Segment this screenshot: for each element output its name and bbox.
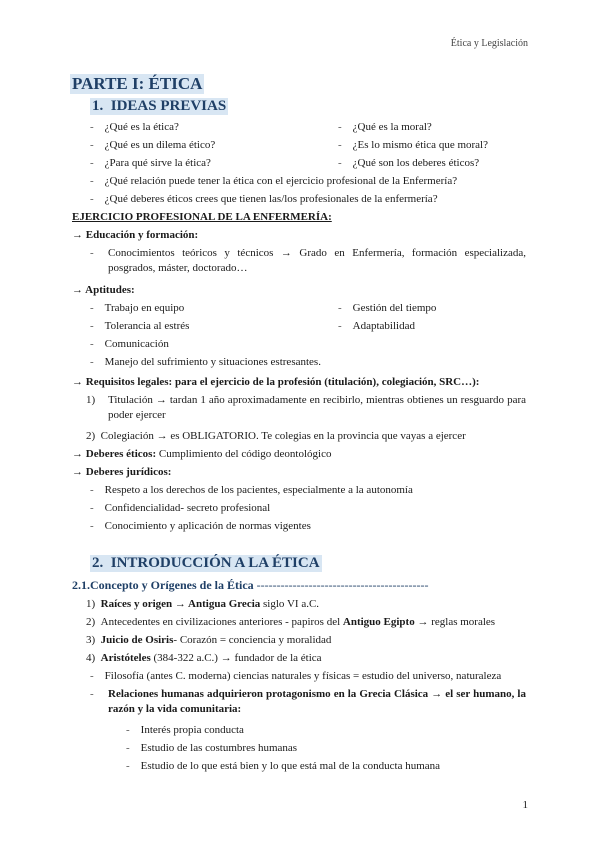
deberes-juridicos-list [90,483,413,534]
list-item: - Confidencialidad- secreto profesional [90,502,271,514]
aptitudes-left [90,301,321,370]
origen-item: 3) Juicio de Osiris- Corazón = conciencia y moralidad [86,634,332,646]
running-header: Ética y Legislación [450,38,528,49]
requisitos-item: 2) Colegiación → es OBLIGATORIO. Te colegias en la provincia que vayas a ejercer [86,430,466,442]
origen-item: 1) Raíces y origen → Antigua Grecia siglo VI a.C. [86,598,320,610]
part-title: PARTE I: ÉTICA [72,74,203,93]
section-1-title: IDEAS PREVIAS [110,98,227,114]
list-item: - ¿Qué relación puede tener la ética con el ejercicio profesional de la Enfermería? [90,175,458,187]
requisitos-heading: → Requisitos legales: para el ejercicio de la profesión (titulación), colegiación, SRC…): [72,376,480,388]
relaciones-item: - Relaciones humanas adquirieron protagonismo en la Grecia Clásica → el ser humano, la razón y la vida comunitaria: [90,688,526,715]
list-item: - Estudio de las costumbres humanas [126,742,298,754]
list-item: - ¿Qué es un dilema ético? [90,139,216,151]
questions-right [338,120,488,171]
list-item: - ¿Es lo mismo ética que moral? [338,139,488,151]
list-item: - ¿Qué deberes éticos crees que tienen las/los profesionales de la enfermería? [90,193,438,205]
questions-left [90,120,215,171]
relaciones-list [126,723,440,774]
educacion-item: - Conocimientos teóricos y técnicos → Grado en Enfermería, formación especializada, posgrados, máster, doctorado… [90,247,526,274]
filosofia-item: - Filosofía (antes C. moderna) ciencias naturales y físicas = estudio del universo, naturaleza [90,670,502,682]
list-item: - Adaptabilidad [338,320,415,332]
questions-full [90,174,457,207]
subsection-2-1-heading: 2.1.Concepto y Orígenes de la Ética ------------------------------------------- [72,578,429,592]
list-item: - ¿Para qué sirve la ética? [90,157,211,169]
page-number: 1 [522,799,528,811]
section-1-number: 1. [92,98,104,114]
list-item: - Conocimiento y aplicación de normas vigentes [90,520,311,532]
list-item: - Respeto a los derechos de los pacientes, especialmente a la autonomía [90,484,413,496]
list-item: - Estudio de lo que está bien y lo que está mal de la conducta humana [126,760,441,772]
list-item: - ¿Qué es la ética? [90,121,179,133]
deberes-eticos: → Deberes éticos: Cumplimiento del código deontológico [72,448,332,460]
list-item: - ¿Qué son los deberes éticos? [338,157,480,169]
requisitos-item: 1) Titulación → tardan 1 año aproximadamente en recibirlo, mientras obtienes un resguardo para poder ejercer [86,394,526,421]
list-item: - ¿Qué es la moral? [338,121,432,133]
list-item: - Comunicación [90,338,169,350]
origen-item: 2) Antecedentes en civilizaciones anteriores - papiros del Antiguo Egipto → reglas morales [86,616,496,628]
list-item: - Tolerancia al estrés [90,320,190,332]
aptitudes-right [338,301,436,334]
origen-item: 4) Aristóteles (384-322 a.C.) → fundador de la ética [86,652,322,664]
list-item: - Interés propia conducta [126,724,244,736]
section-1-heading [90,98,228,115]
section-2-title: INTRODUCCIÓN A LA ÉTICA [110,555,320,571]
list-item: - Trabajo en equipo [90,302,185,314]
list-item: - Gestión del tiempo [338,302,437,314]
section-2-number: 2. [92,555,104,571]
section-2-heading [90,555,322,572]
deberes-juridicos-heading: → Deberes jurídicos: [72,466,172,478]
list-item: - Manejo del sufrimiento y situaciones estresantes. [90,356,321,368]
aptitudes-heading: → Aptitudes: [72,284,135,296]
educacion-heading: → Educación y formación: [72,229,199,241]
ejercicio-heading: EJERCICIO PROFESIONAL DE LA ENFERMERÍA: [72,211,332,223]
